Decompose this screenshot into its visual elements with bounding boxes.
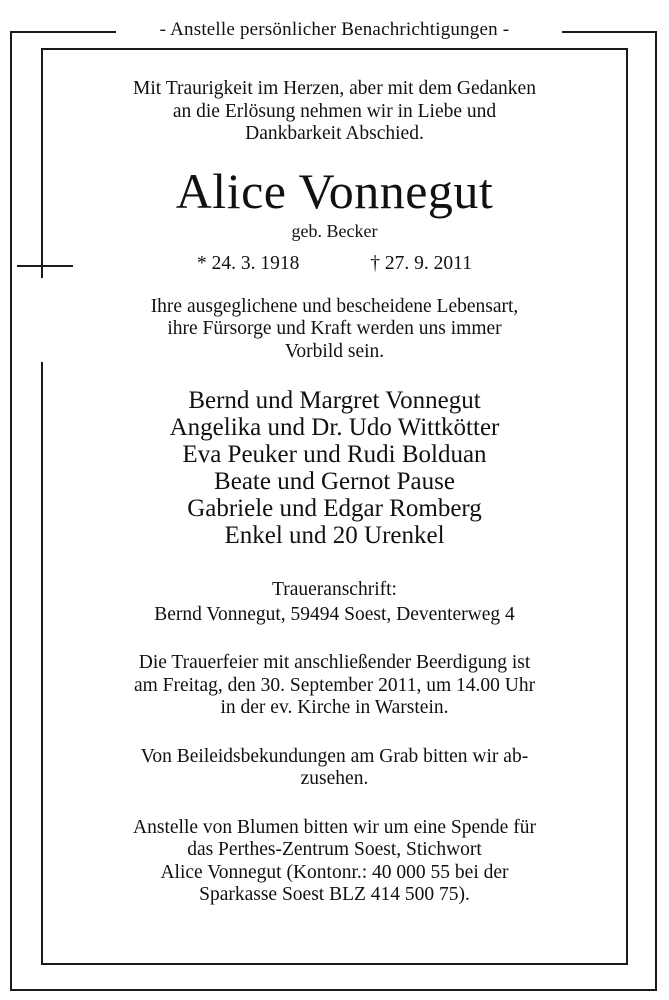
address-label: Traueranschrift:: [272, 579, 397, 600]
mourners-list: [60, 387, 609, 549]
donation-line: Sparkasse Soest BLZ 414 500 75).: [199, 884, 470, 905]
intro-text: [60, 78, 609, 146]
mourner-entry: Angelika und Dr. Udo Wittkötter: [169, 414, 500, 441]
mourner-entry: Gabriele und Edgar Romberg: [187, 495, 482, 522]
deceased-name: Alice Vonnegut: [175, 162, 494, 219]
condolence-line: zusehen.: [300, 768, 369, 789]
obituary-content: [60, 78, 609, 907]
funeral-line: am Freitag, den 30. September 2011, um 14.00 Uhr: [133, 674, 536, 696]
funeral-info: [60, 652, 609, 720]
intro-line: Dankbarkeit Abschied.: [245, 123, 424, 144]
intro-line: Mit Traurigkeit im Herzen, aber mit dem Gedanken: [133, 78, 536, 99]
life-dates: [60, 252, 609, 276]
outer-frame-top-left-segment: [10, 31, 116, 33]
inner-frame-stub: [41, 362, 43, 372]
donation-line: Alice Vonnegut (Kontonr.: 40 000 55 bei der: [160, 861, 509, 883]
donation-note: [60, 817, 609, 907]
tribute-line: Vorbild sein.: [284, 340, 385, 362]
tribute-text: [60, 296, 609, 364]
birth-date: * 24. 3. 1918: [197, 252, 300, 274]
outer-frame-top-right-segment: [562, 31, 657, 33]
mourner-entry: Eva Peuker und Rudi Bolduan: [182, 441, 487, 468]
tribute-line: ihre Fürsorge und Kraft werden uns immer: [167, 318, 502, 339]
mourning-address: Bernd Vonnegut, 59494 Soest, Deventerweg 4: [154, 603, 515, 625]
funeral-line: Die Trauerfeier mit anschließender Beerdigung ist: [138, 652, 531, 673]
funeral-line: in der ev. Kirche in Warstein.: [220, 697, 449, 718]
condolence-line: Von Beileidsbekundungen am Grab bitten wir ab-: [140, 745, 529, 767]
condolence-note: [60, 746, 609, 791]
mourner-entry: Enkel und 20 Urenkel: [224, 522, 445, 549]
tribute-line: Ihre ausgeglichene und bescheidene Lebensart,: [150, 295, 519, 317]
death-date: † 27. 9. 2011: [370, 252, 472, 274]
donation-line: das Perthes-Zentrum Soest, Stichwort: [187, 839, 482, 860]
mourner-entry: Beate und Gernot Pause: [214, 468, 455, 495]
donation-line: Anstelle von Blumen bitten wir um eine Spende für: [133, 816, 536, 838]
maiden-name: geb. Becker: [291, 220, 378, 241]
mourner-entry: Bernd und Margret Vonnegut: [188, 387, 481, 414]
cross-icon-vertical-bar: [41, 238, 43, 278]
intro-line: an die Erlösung nehmen wir in Liebe und: [172, 100, 497, 122]
notice-header: - Anstelle persönlicher Benachrichtigungen -: [159, 19, 510, 40]
